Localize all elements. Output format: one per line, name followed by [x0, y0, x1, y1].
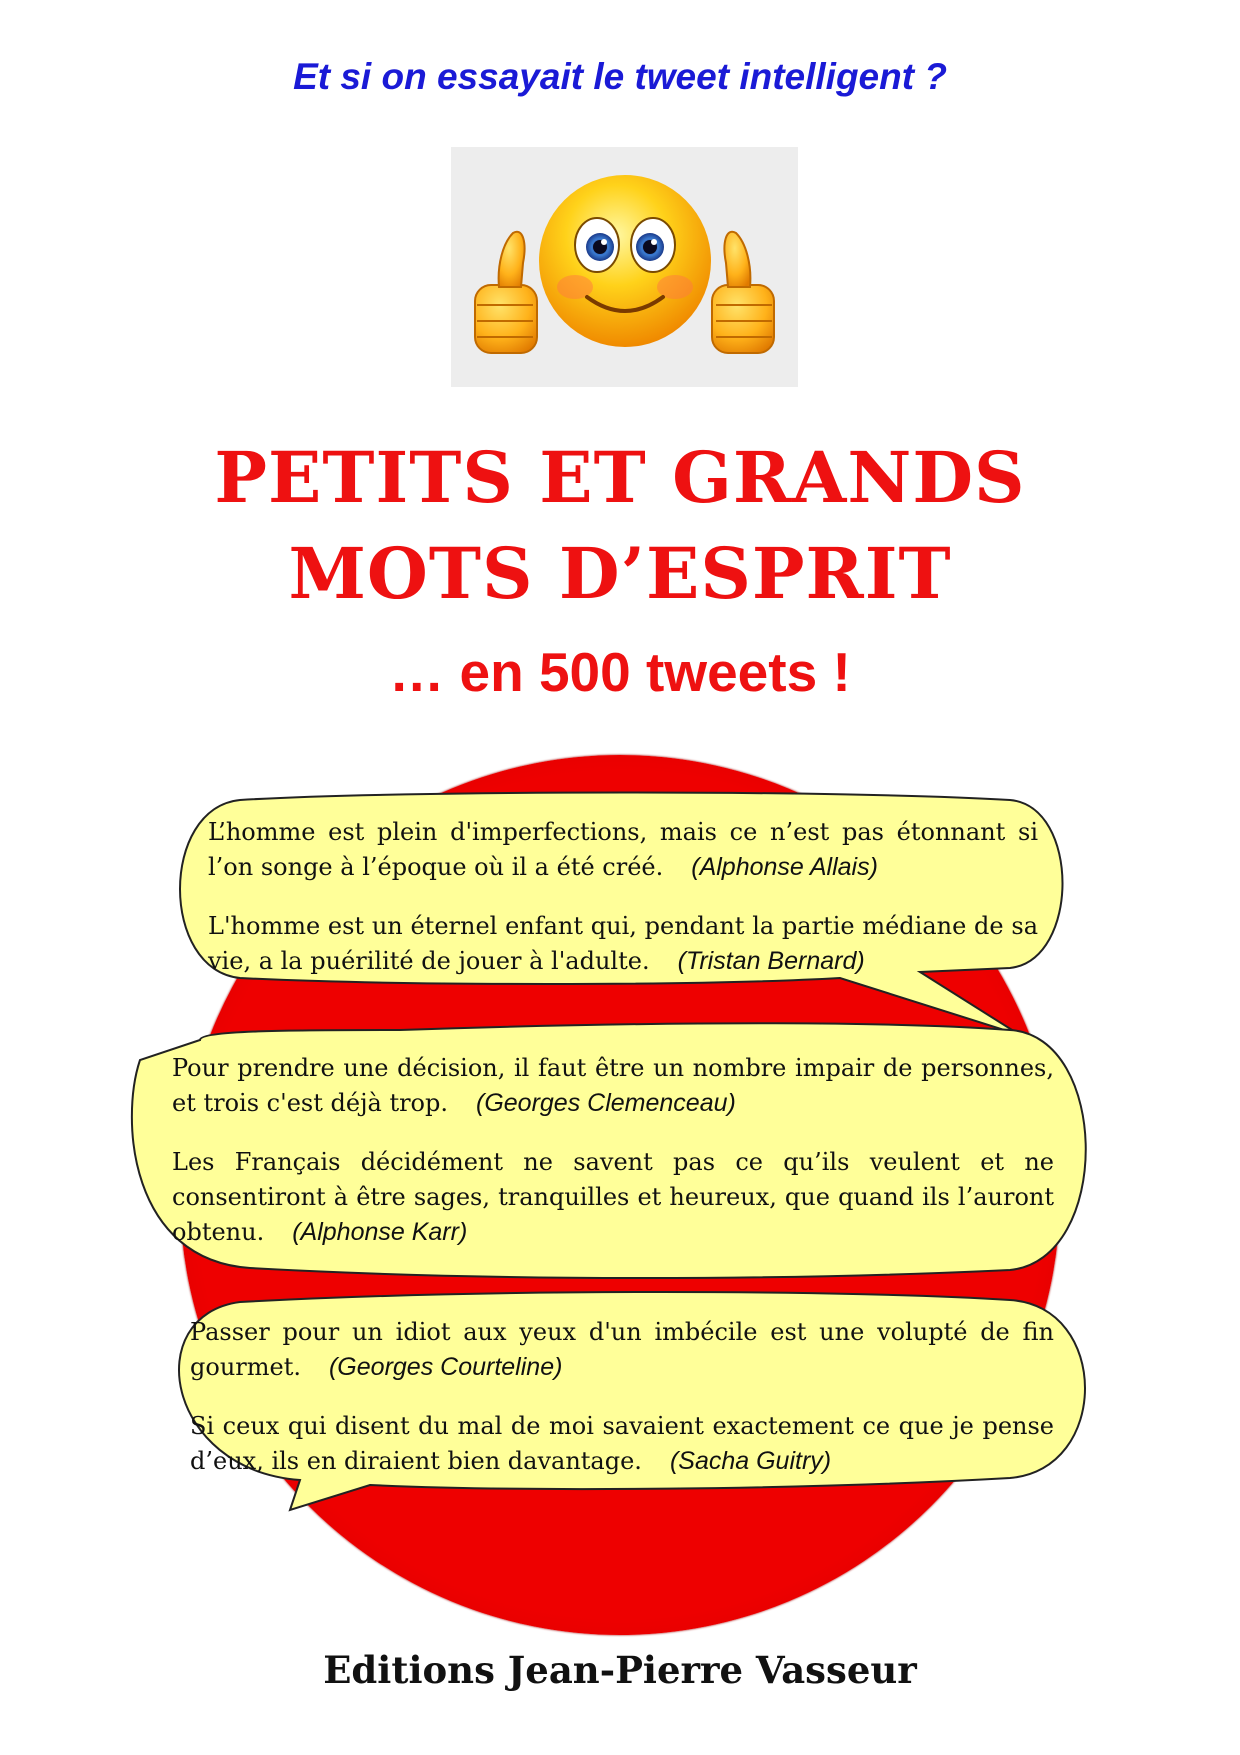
- title-line-1: PETITS ET GRANDS: [214, 436, 1026, 519]
- quote-author: (Alphonse Allais): [691, 853, 878, 881]
- quote-text: Si ceux qui disent du mal de moi savaient exactement ce que je pense d’eux, ils en diraient bien davantage.: [190, 1412, 1054, 1475]
- quote-author: (Tristan Bernard): [677, 947, 865, 975]
- quote-5: [190, 1315, 1054, 1385]
- quote-author: (Georges Clemenceau): [476, 1089, 736, 1117]
- title-line-3: … en 500 tweets !: [389, 641, 851, 703]
- quote-author: (Georges Courteline): [328, 1353, 563, 1381]
- quote-text: Passer pour un idiot aux yeux d'un imbécile est une volupté de fin gourmet.: [190, 1318, 1054, 1381]
- quote-3: [172, 1051, 1054, 1121]
- quote-text: L’homme est plein d'imperfections, mais ce n’est pas étonnant si l’on songe à l’époque où il a été créé.: [208, 818, 1038, 881]
- publisher-name: Editions Jean-Pierre Vasseur: [323, 1648, 917, 1692]
- tagline: Et si on essayait le tweet intelligent ?: [293, 56, 947, 97]
- quote-4: [172, 1145, 1054, 1250]
- quote-1: [208, 815, 1038, 885]
- quote-2: [208, 909, 1038, 979]
- quote-author: (Sacha Guitry): [669, 1447, 832, 1475]
- quote-author: (Alphonse Karr): [292, 1218, 468, 1246]
- quote-text: Les Français décidément ne savent pas ce qu’ils veulent et ne consentiront à être sages, tranquilles et heureux, que quand ils l’auront obtenu.: [172, 1148, 1054, 1246]
- quote-text: L'homme est un éternel enfant qui, pendant la partie médiane de sa vie, a la puérilité de jouer à l'adulte.: [208, 912, 1038, 975]
- quote-6: [190, 1409, 1054, 1479]
- title-line-2: MOTS D’ESPRIT: [288, 532, 952, 615]
- quote-text: Pour prendre une décision, il faut être un nombre impair de personnes, et trois c'est déjà trop.: [172, 1054, 1054, 1117]
